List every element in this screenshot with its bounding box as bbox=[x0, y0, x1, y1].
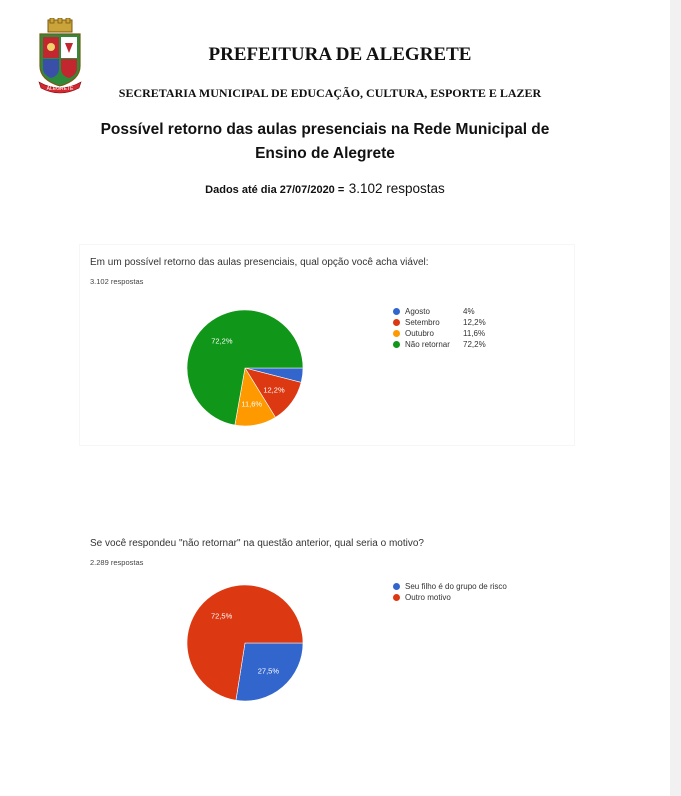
legend-value: 11,6% bbox=[463, 329, 486, 338]
question-1-text: Em um possível retorno das aulas presenciais, qual opção você acha viável: bbox=[90, 257, 429, 268]
legend-swatch bbox=[393, 319, 400, 326]
legend-value: 12,2% bbox=[463, 318, 486, 327]
legend-item-1-4 bbox=[393, 340, 563, 351]
scrollbar-track[interactable] bbox=[670, 0, 681, 796]
header-title: PREFEITURA DE ALEGRETE bbox=[208, 44, 472, 65]
document-title-line2: Ensino de Alegrete bbox=[255, 145, 395, 162]
svg-text:ALEGRETE: ALEGRETE bbox=[46, 86, 74, 92]
legend-swatch bbox=[393, 330, 400, 337]
legend-label: Agosto bbox=[405, 307, 430, 316]
question-1-response-count: 3.102 respostas bbox=[90, 277, 144, 286]
legend-swatch bbox=[393, 308, 400, 315]
pie-slice-label-2-1: 27,5% bbox=[257, 666, 280, 676]
legend-item-2-1 bbox=[393, 582, 563, 593]
document-title-line1: Possível retorno das aulas presenciais na Rede Municipal de bbox=[100, 121, 550, 138]
date-line bbox=[70, 180, 580, 198]
legend-label: Setembro bbox=[405, 318, 440, 327]
document-title bbox=[70, 118, 580, 166]
legend-item-2-2 bbox=[393, 593, 563, 604]
pie-slice-label-1-2: 12,2% bbox=[263, 385, 285, 395]
question-2-text: Se você respondeu "não retornar" na questão anterior, qual seria o motivo? bbox=[90, 538, 424, 549]
legend-swatch bbox=[393, 594, 400, 601]
pie-chart-2 bbox=[165, 566, 345, 726]
legend-label: Outubro bbox=[405, 329, 434, 338]
legend-swatch bbox=[393, 583, 400, 590]
date-label: Dados até dia 27/07/2020 = bbox=[205, 184, 345, 196]
legend-value: 72,2% bbox=[463, 340, 486, 349]
question-card-1 bbox=[80, 245, 574, 445]
header-subtitle: SECRETARIA MUNICIPAL DE EDUCAÇÃO, CULTURA, ESPORTE E LAZER bbox=[118, 86, 542, 100]
question-2-response-count: 2.289 respostas bbox=[90, 558, 144, 567]
legend-item-1-3 bbox=[393, 329, 563, 340]
legend-2 bbox=[393, 582, 563, 604]
legend-label: Seu filho é do grupo de risco bbox=[405, 582, 507, 591]
pie-slice-label-2-2: 72,5% bbox=[210, 611, 233, 621]
legend-item-1-1 bbox=[393, 307, 563, 318]
legend-1 bbox=[393, 307, 563, 351]
coat-of-arms-icon bbox=[35, 18, 85, 96]
legend-label: Outro motivo bbox=[405, 593, 451, 602]
pie-slice-label-1-4: 72,2% bbox=[211, 336, 233, 346]
pie-chart-1 bbox=[165, 285, 345, 445]
legend-item-1-2 bbox=[393, 318, 563, 329]
legend-swatch bbox=[393, 341, 400, 348]
date-value: 3.102 respostas bbox=[348, 181, 445, 196]
legend-label: Não retornar bbox=[405, 340, 450, 349]
legend-value: 4% bbox=[463, 307, 475, 316]
question-card-2 bbox=[80, 526, 574, 726]
pie-slice-label-1-3: 11,6% bbox=[241, 399, 263, 409]
